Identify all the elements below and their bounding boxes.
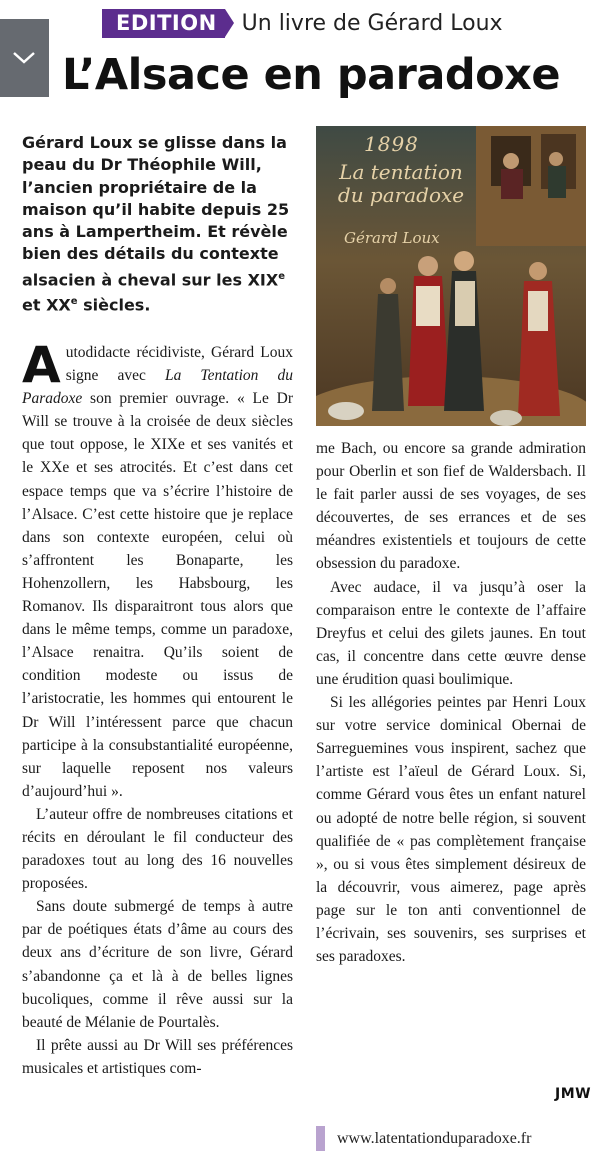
- headline: L’Alsace en paradoxe: [62, 50, 561, 100]
- cover-title: La tentation du paradoxe: [337, 160, 465, 207]
- collapse-tab[interactable]: [0, 19, 49, 97]
- paragraph: Avec audace, il va jusqu’à oser la comparaison entre le contexte de l’affaire Dreyfus et celui des gilets jaunes. En tout cas, il concentre dans cette œuvre dense une érudition quasi boulimique.: [316, 578, 586, 688]
- cover-year: 1898: [364, 132, 419, 156]
- book-title: La Tentation du Paradoxe: [22, 367, 293, 408]
- badge-arrow: [225, 9, 234, 37]
- kicker: [102, 8, 503, 38]
- book-cover: [316, 126, 586, 426]
- drop-cap: A: [22, 336, 61, 394]
- paragraph: Il prête aussi au Dr Will ses préférences musicales et artistiques com-: [22, 1036, 293, 1077]
- paragraph: Autodidacte récidiviste, Gérard Loux signe avec La Tentation du Paradoxe son premier ouvrage. « Le Dr Will se trouve à la croisée de deux siècles que tout oppose, le XIXe et ses vanités et le XXe et ses atrocités. Et c’est dans cet espace temps que va s’écrire l’histoire de l’Alsace. C’est cette histoire que je replace dans son contexte européen, celui où s’affrontent les Bonaparte, les Hohenzollern, les Habsbourg, les Romanov. Ils disparaitront tous alors que dans le même temps, comme un paradoxe, l’Alsace renaitra. Qu’ils soient de condition modeste ou issus de l’aristocratie, les hommes qui entourent le Dr Will l’intéressent parce que chacun participe à la consubstantialité européenne, sur laquelle reposent nos valeurs d’aujourd’hui ».: [22, 336, 293, 800]
- chevron-down-icon: [12, 51, 36, 65]
- section-badge: EDITION: [102, 9, 225, 38]
- website-link[interactable]: www.latentationduparadoxe.fr: [337, 1129, 532, 1147]
- article-column-right: [316, 437, 586, 968]
- lede: Gérard Loux se glisse dans la peau du Dr Théophile Will, l’ancien propriétaire de la maison qu’il habite depuis 25 ans à Lampertheim. Et révèle bien des détails du contexte alsacien à cheval sur les XIXe et XXe siècles.: [22, 133, 290, 315]
- article-column-left: [22, 336, 293, 1080]
- kicker-text: Un livre de Gérard Loux: [241, 10, 503, 36]
- website-line: [316, 1126, 531, 1151]
- paragraph: L’auteur offre de nombreuses citations et récits en déroulant le fil conducteur des paradoxes tout au long des 16 nouvelles proposées.: [22, 805, 293, 893]
- cover-author: Gérard Loux: [344, 229, 440, 247]
- paragraph: Sans doute submergé de temps à autre par de poétiques états d’âme au cours des deux ans d’écriture de son livre, Gérard s’abandonne ça et là à de belles lignes bucoliques, comme il rêve aussi sur la beauté de Mélanie de Pourtalès.: [22, 898, 293, 1031]
- paragraph: Si les allégories peintes par Henri Loux sur votre service dominical Obernai de Sarreguemines vous inspirent, sachez que l’artiste est l’aïeul de Gérard Loux. Si, comme Gérard vous êtes un enfant naturel ou adopté de notre belle région, si souvent qualifiée de « pas complètement française », ou si vous êtes simplement désireux de la découvrir, vous aimerez, page après page sur le ton anti conventionnel de l’écrivain, ses souvenirs, ses surprises et ses paradoxes.: [316, 694, 586, 966]
- paragraph: me Bach, ou encore sa grande admiration pour Oberlin et son fief de Waldersbach. Il le fait parler aussi de ses voyages, de ses découvertes, de ses errances et de ses méandres existentiels et toujours de cette obsession du paradoxe.: [316, 440, 586, 573]
- author-signature: JMW: [555, 1086, 592, 1102]
- website-marker: [316, 1126, 325, 1151]
